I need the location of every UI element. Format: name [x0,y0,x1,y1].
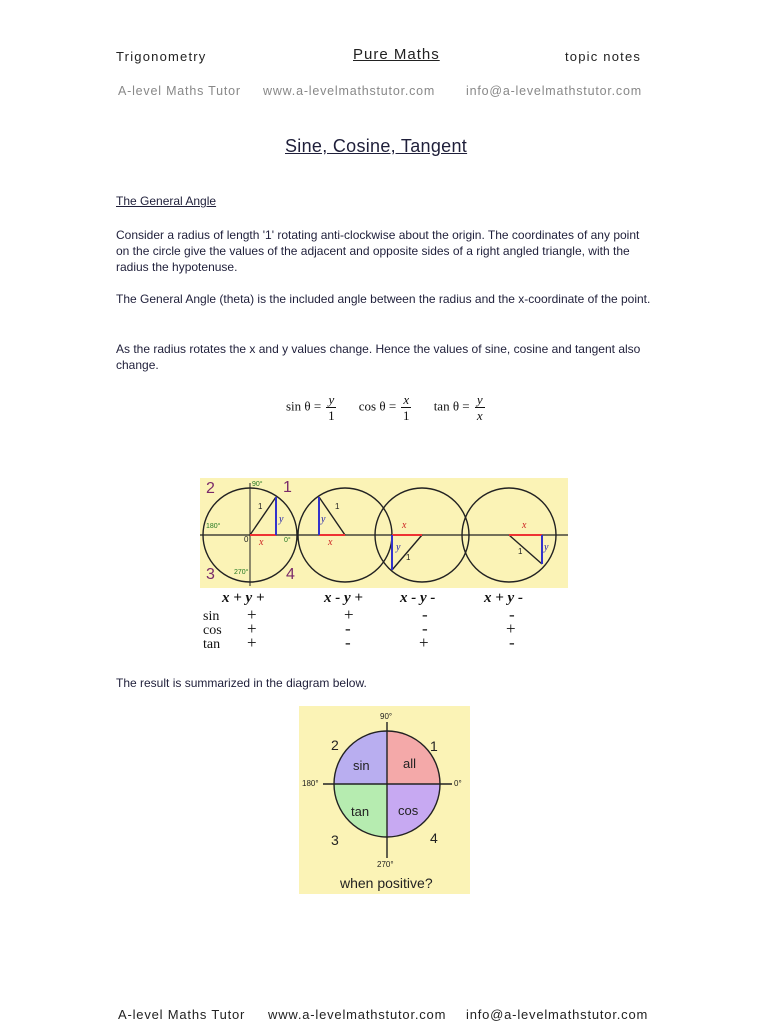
cast-angle-90: 90° [380,712,393,721]
sin-label: sin θ = [286,398,322,414]
header-website-link[interactable]: www.a-levelmathstutor.com [263,84,436,98]
hyp-label-q2: 1 [335,502,340,511]
sign-header-q1: x + y + [222,590,265,606]
cast-angle-180: 180° [302,779,319,788]
tan-denominator: x [476,408,483,423]
hyp-label-q1: 1 [258,502,263,511]
paragraph-general-angle: The General Angle (theta) is the included angle between the radius and the x-coordinate of the point. [116,292,651,306]
x-label-q4: x [522,520,527,531]
cast-quadrant-number-4: 4 [430,830,438,846]
sign-sin-q4: - [509,605,515,624]
cast-angle-270: 270° [377,860,394,869]
cos-numerator: x [403,392,410,407]
section-heading: The General Angle [116,194,217,208]
sign-sin-q2: + [344,605,354,624]
header-topic: Trigonometry [116,49,207,64]
cos-fraction [401,392,411,423]
angle-label-180: 180° [206,523,221,530]
paragraph-summary: The result is summarized in the diagram below. [116,676,367,690]
sign-tan-q2: - [345,633,351,652]
sign-table [200,590,568,654]
sin-denominator: 1 [328,408,335,423]
tan-numerator: y [476,392,483,407]
angle-label-270: 270° [234,569,249,576]
quadrant-number-3: 3 [206,566,215,583]
cos-label: cos θ = [358,398,397,414]
fn-label-cos: cos [203,623,222,638]
quadrant-figure [200,478,568,588]
header-email-link[interactable]: info@a-levelmathstutor.com [466,84,642,98]
sin-numerator: y [328,392,335,407]
y-label-q2: y [321,514,326,525]
cast-label-sin: sin [353,758,370,773]
sign-sin-q3: - [422,605,428,624]
header-doc-type: topic notes [565,49,642,64]
sign-header-q4: x + y - [484,590,523,606]
y-label-q4: y [544,542,549,553]
sign-cos-q2: - [345,619,351,638]
cos-denominator: 1 [403,408,410,423]
fn-label-sin: sin [203,609,220,624]
cast-label-all: all [403,756,417,771]
header-subject: Pure Maths [353,46,440,63]
cast-angle-0: 0° [454,779,462,788]
footer-tutor: A-level Maths Tutor [118,1007,246,1022]
page-title: Sine, Cosine, Tangent [285,136,468,156]
sign-cos-q4: + [506,619,516,638]
cast-quadrant-number-1: 1 [430,738,438,754]
quadrant-number-1: 1 [283,479,292,496]
sin-fraction [326,392,336,423]
cast-label-cos: cos [398,803,419,818]
sign-tan-q1: + [247,633,257,652]
quadrant-number-2: 2 [206,480,215,497]
sign-tan-q4: - [509,633,515,652]
tan-label: tan θ = [433,398,470,414]
cast-quadrant-number-3: 3 [331,832,339,848]
origin-label: 0 [244,535,249,544]
quadrant-number-4: 4 [286,566,295,583]
paragraph-values-change: As the radius rotates the x and y values change. Hence the values of sine, cosine and tangent also change. [116,342,641,372]
trig-formulas [286,392,487,423]
hyp-label-q4: 1 [518,547,523,556]
y-label-q3: y [396,542,401,553]
hyp-label-q3: 1 [406,553,411,562]
x-label-q3: x [402,520,407,531]
cast-quadrant-number-2: 2 [331,737,339,753]
quadrant-figure-background [200,478,568,588]
cast-caption: when positive? [340,875,433,891]
angle-label-0: 0° [284,537,291,544]
footer-website-link[interactable]: www.a-levelmathstutor.com [268,1007,447,1022]
footer-email-link[interactable]: info@a-levelmathstutor.com [466,1007,649,1022]
sign-cos-q3: - [422,619,428,638]
fn-label-tan: tan [203,637,221,652]
angle-label-90: 90° [252,481,263,488]
cast-diagram [299,706,470,894]
header-tutor: A-level Maths Tutor [118,84,241,98]
sign-cos-q1: + [247,619,257,638]
y-label-q1: y [279,514,284,525]
tan-fraction [475,392,485,423]
sign-tan-q3: + [419,633,429,652]
sign-header-q3: x - y - [400,590,436,606]
paragraph-radius: Consider a radius of length '1' rotating anti-clockwise about the origin. The coordinates of any point on the circle give the values of the adjacent and opposite sides of a right angled triangle, with the radius the hypotenuse. [116,228,640,274]
sign-header-q2: x - y + [324,590,363,606]
x-label-q1: x [259,537,264,548]
cast-label-tan: tan [351,804,370,819]
x-label-q2: x [328,537,333,548]
sign-sin-q1: + [247,605,257,624]
